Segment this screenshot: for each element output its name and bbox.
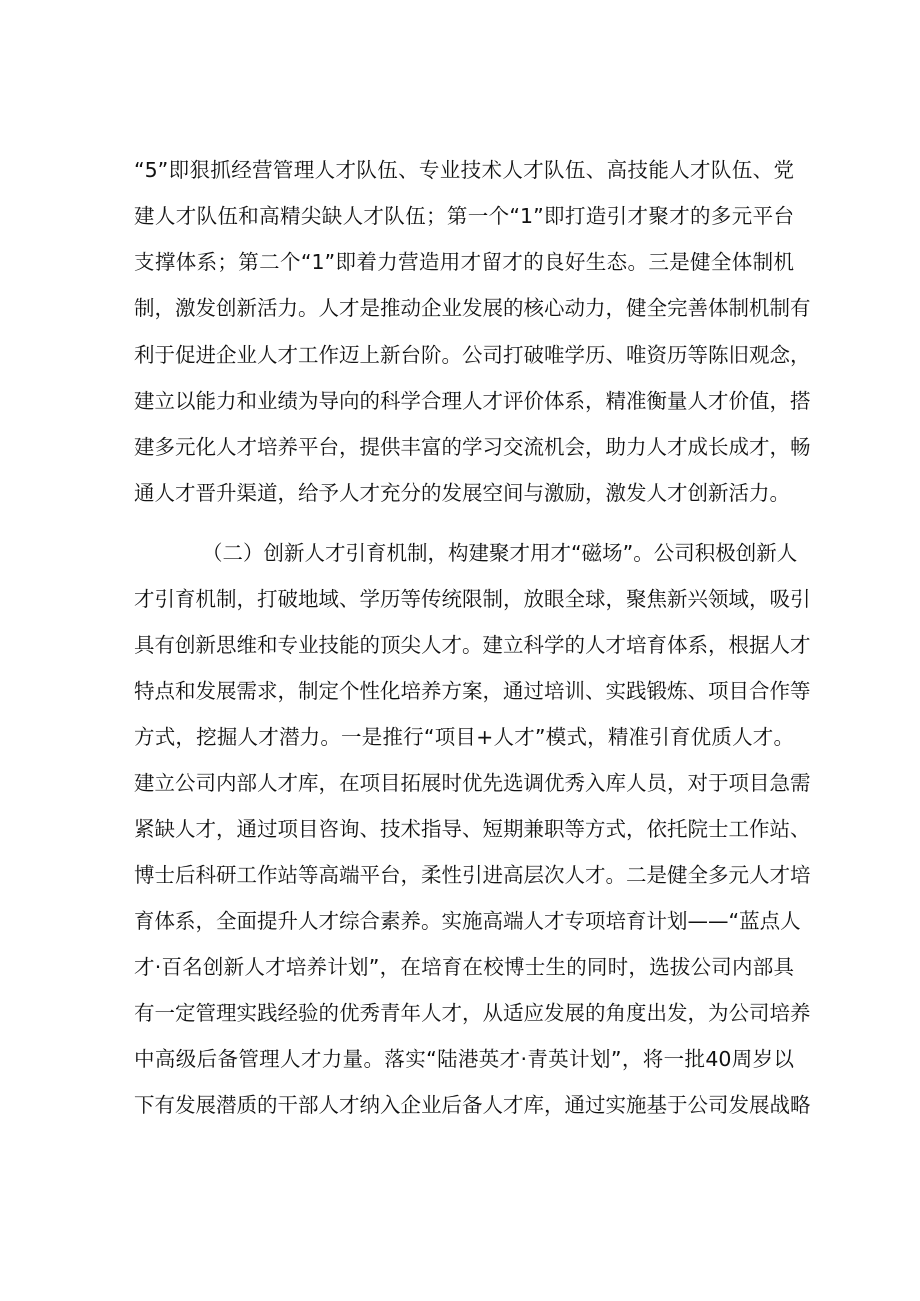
paragraph-line: “5”即狠抓经营管理人才队伍、专业技术人才队伍、高技能人才队伍、党	[134, 158, 794, 182]
paragraph-line: 下有发展潜质的干部人才纳入企业后备人才库，通过实施基于公司发展战略	[134, 1093, 811, 1117]
paragraph-line: 支撑体系；第二个“1”即着力营造用才留才的良好生态。三是健全体制机	[134, 250, 794, 274]
section-heading-line: （二）创新人才引育机制，构建聚才用才“磁场”。公司积极创新人	[202, 541, 798, 565]
paragraph-line: 才引育机制，打破地域、学历等传统限制，放眼全球，聚焦新兴领域，吸引	[134, 587, 811, 611]
paragraph-line: 育体系，全面提升人才综合素养。实施高端人才专项培育计划——“蓝点人	[134, 909, 801, 933]
paragraph-line: 中高级后备管理人才力量。落实“陆港英才·青英计划”，将一批40周岁以	[134, 1047, 794, 1071]
paragraph-line: 利于促进企业人才工作迈上新台阶。公司打破唯学历、唯资历等陈旧观念，	[134, 343, 811, 367]
paragraph-line: 制，激发创新活力。人才是推动企业发展的核心动力，健全完善体制机制有	[134, 296, 811, 320]
paragraph-line: 建立公司内部人才库，在项目拓展时优先选调优秀入库人员，对于项目急需	[134, 771, 811, 795]
paragraph-line: 有一定管理实践经验的优秀青年人才，从适应发展的角度出发，为公司培养	[134, 1001, 811, 1025]
paragraph-line: 博士后科研工作站等高端平台，柔性引进高层次人才。二是健全多元人才培	[134, 863, 811, 887]
paragraph-line: 建立以能力和业绩为导向的科学合理人才评价体系，精准衡量人才价值，搭	[134, 389, 811, 413]
paragraph-line: 具有创新思维和专业技能的顶尖人才。建立科学的人才培育体系，根据人才	[134, 633, 811, 657]
paragraph-line: 建人才队伍和高精尖缺人才队伍；第一个“1”即打造引才聚才的多元平台	[134, 204, 794, 228]
paragraph-line: 通人才晋升渠道，给予人才充分的发展空间与激励，激发人才创新活力。	[134, 481, 790, 505]
paragraph-line: 才·百名创新人才培养计划”，在培育在校博士生的同时，选拔公司内部具	[134, 955, 794, 979]
paragraph-line: 特点和发展需求，制定个性化培养方案，通过培训、实践锻炼、项目合作等	[134, 679, 811, 703]
paragraph-line: 建多元化人才培养平台，提供丰富的学习交流机会，助力人才成长成才，畅	[134, 435, 811, 459]
paragraph-line: 方式，挖掘人才潜力。一是推行“项目+人才”模式，精准引育优质人才。	[134, 725, 794, 749]
paragraph-line: 紧缺人才，通过项目咨询、技术指导、短期兼职等方式，依托院士工作站、	[134, 817, 811, 841]
